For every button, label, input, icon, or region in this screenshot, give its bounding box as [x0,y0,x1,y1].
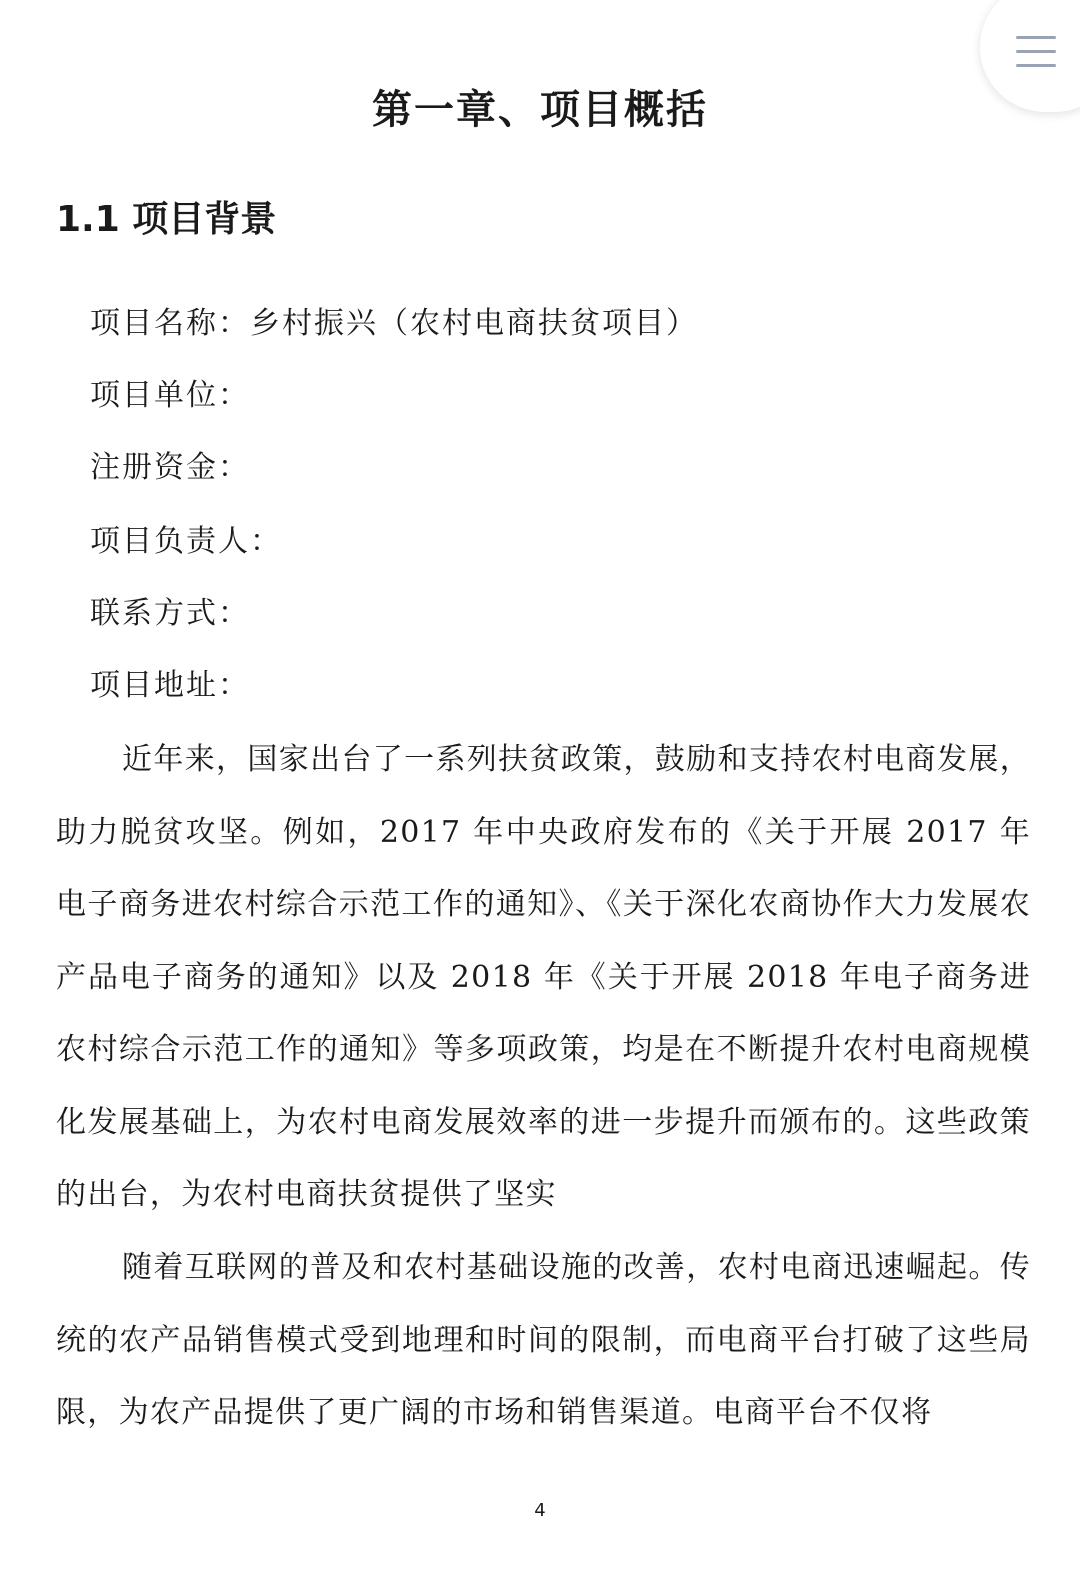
field-project-unit: 项目单位： [90,378,250,413]
page-number: 4 [534,1500,546,1521]
field-registered-capital: 注册资金： [90,450,250,485]
field-project-address: 项目地址： [90,668,250,703]
paragraph-policy: 近年来，国家出台了一系列扶贫政策，鼓励和支持农村电商发展，助力脱贫攻坚。例如，2017 年中央政府发布的《关于开展 2017 年电子商务进农村综合示范工作的通知》、《关于深化农商协作大力发展农产品电子商务的通知》以及 2018 年《关于开展 2018 年电子商务进农村综合示范工作的通知》等多项政策，均是在不断提升农村电商规模化发展基础上，为农村电商发展效率的进一步提升而颁布的。这些政策的出台，为农村电商扶贫提供了坚实 [56,742,1031,1212]
field-project-leader: 项目负责人： [90,524,282,559]
field-contact: 联系方式： [90,596,250,631]
section-title: 1.1 项目背景 [56,199,277,240]
menu-icon [1016,36,1056,68]
field-project-name: 项目名称：乡村振兴（农村电商扶贫项目） [90,306,698,341]
paragraph-ecommerce: 随着互联网的普及和农村基础设施的改善，农村电商迅速崛起。传统的农产品销售模式受到地理和时间的限制，而电商平台打破了这些局限，为农产品提供了更广阔的市场和销售渠道。电商平台不仅将 [56,1250,1031,1430]
chapter-title: 第一章、项目概括 [372,87,708,133]
